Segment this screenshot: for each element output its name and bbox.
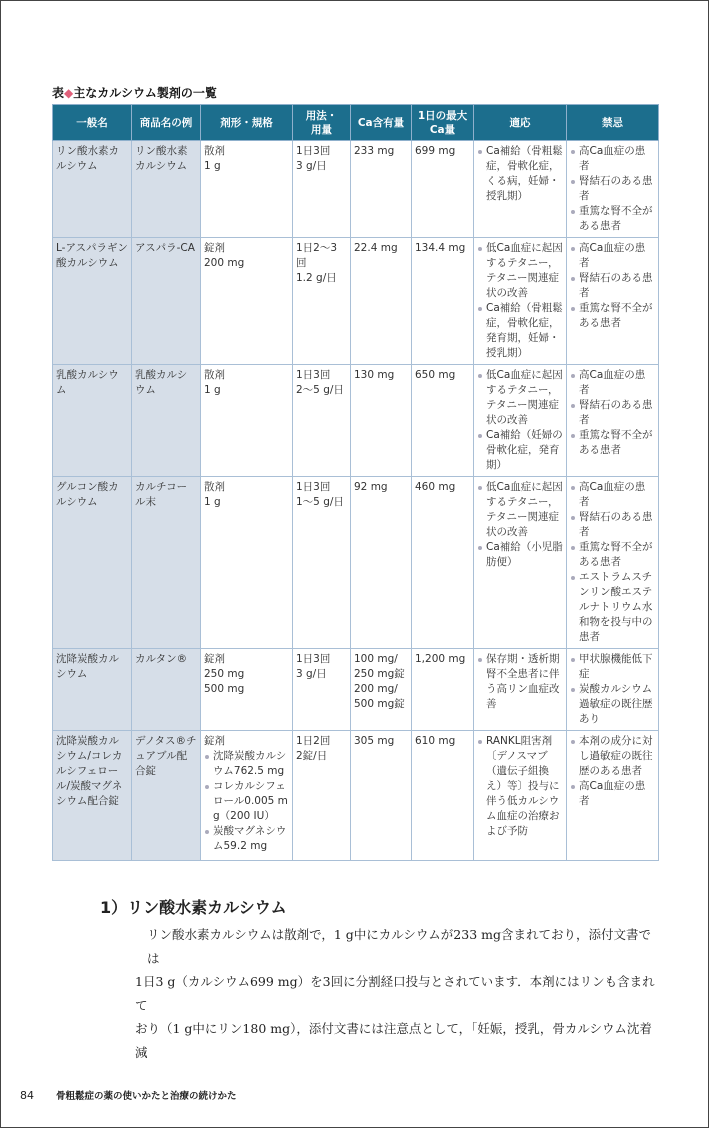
table-row — [53, 141, 659, 238]
table-cell — [201, 731, 293, 861]
bullet-item: Ca補給（骨粗鬆症，骨軟化症，くる病，妊婦・授乳期） — [477, 144, 563, 204]
cell-text: 1日3回 — [296, 653, 331, 665]
bullet-item: 腎結石のある患者 — [570, 271, 655, 301]
column-header: Ca含有量 — [351, 105, 412, 141]
table-row — [53, 365, 659, 477]
table-cell — [412, 238, 474, 365]
cell-text: 1 g — [204, 160, 221, 172]
cell-text: 250 mg — [204, 668, 245, 680]
calcium-table — [52, 104, 659, 861]
cell-text: 500 mg錠 — [354, 698, 405, 710]
bullet-item: Ca補給（妊婦の骨軟化症，発育期） — [477, 428, 563, 473]
cell-text: 1日3回 — [296, 145, 331, 157]
column-header: 用法・ 用量 — [293, 105, 351, 141]
column-header: 適応 — [474, 105, 567, 141]
column-header: 一般名 — [53, 105, 132, 141]
bullet-item: 低Ca血症に起因するテタニー，テタニー関連症状の改善 — [477, 368, 563, 428]
bullet-item: 低Ca血症に起因するテタニー，テタニー関連症状の改善 — [477, 241, 563, 301]
cell-text: 沈降炭酸カルシウム — [56, 653, 119, 680]
page-footer — [20, 1064, 658, 1102]
cell-text: 1 g — [204, 496, 221, 508]
table-cell — [53, 141, 132, 238]
table-header-row — [53, 105, 659, 141]
column-header: 1日の最大 Ca量 — [412, 105, 474, 141]
table-cell — [474, 365, 567, 477]
bullet-item: Ca補給（小児脂肪便） — [477, 540, 563, 570]
table-cell — [53, 649, 132, 731]
cell-text: 130 mg — [354, 369, 395, 381]
bullet-item: 保存期・透析期腎不全患者に伴う高リン血症改善 — [477, 652, 563, 712]
column-header: 商品名の例 — [132, 105, 201, 141]
cell-text: 22.4 mg — [354, 242, 398, 254]
cell-text: 1日3回 — [296, 481, 331, 493]
cell-text: デノタス®チュアブル配合錠 — [135, 735, 197, 777]
cell-text: 沈降炭酸カルシウム/コレカルシフェロール/炭酸マグネシウム配合錠 — [56, 735, 123, 807]
table-cell — [567, 238, 659, 365]
table-cell — [201, 365, 293, 477]
cell-text: L-アスパラギン酸カルシウム — [56, 242, 128, 269]
section-heading: 1）リン酸水素カルシウム — [100, 898, 287, 917]
table-cell — [293, 649, 351, 731]
cell-text: 乳酸カルシウム — [56, 369, 119, 396]
body-line: リン酸水素カルシウムは散剤で，1 g中にカルシウムが233 mg含まれており，添付文書では — [147, 927, 651, 966]
table-cell — [132, 731, 201, 861]
cell-text: 1.2 g/日 — [296, 272, 337, 284]
cell-text: 134.4 mg — [415, 242, 466, 254]
table-cell — [132, 649, 201, 731]
table-cell — [567, 365, 659, 477]
cell-text: 散剤 — [204, 145, 225, 157]
bullet-item: 重篤な腎不全がある患者 — [570, 428, 655, 458]
bullet-item: 高Ca血症の患者 — [570, 241, 655, 271]
cell-text: 650 mg — [415, 369, 456, 381]
table-cell — [567, 141, 659, 238]
cell-text: 2錠/日 — [296, 750, 328, 762]
table-cell — [567, 477, 659, 649]
cell-text: アスパラ-CA — [135, 242, 195, 254]
cell-text: 460 mg — [415, 481, 456, 493]
cell-text: 1 g — [204, 384, 221, 396]
table-row — [53, 477, 659, 649]
cell-text: 500 mg — [204, 683, 245, 695]
table-cell — [474, 141, 567, 238]
cell-text: 100 mg/ — [354, 653, 398, 665]
table-cell — [201, 238, 293, 365]
table-cell — [293, 238, 351, 365]
bullet-item: 重篤な腎不全がある患者 — [570, 204, 655, 234]
bullet-item: 高Ca血症の患者 — [570, 779, 655, 809]
cell-text: 錠剤 — [204, 242, 225, 254]
cell-text: 2〜5 g/日 — [296, 384, 344, 396]
cell-text: 305 mg — [354, 735, 395, 747]
cell-text: 3 g/日 — [296, 160, 327, 172]
bullet-item: 炭酸マグネシウム59.2 mg — [204, 824, 289, 854]
table-cell — [351, 649, 412, 731]
table-cell — [474, 731, 567, 861]
cell-text: 699 mg — [415, 145, 456, 157]
column-header: 禁忌 — [567, 105, 659, 141]
cell-text: 200 mg/ — [354, 683, 398, 695]
body-line: おり（1 g中にリン180 mg），添付文書には注意点として，「妊娠，授乳，骨カルシウム沈着減 — [135, 1021, 652, 1060]
cell-text: 92 mg — [354, 481, 388, 493]
table-cell — [53, 365, 132, 477]
cell-text: 錠剤 — [204, 653, 225, 665]
table-cell — [412, 365, 474, 477]
table-cell — [201, 477, 293, 649]
table-cell — [567, 731, 659, 861]
cell-text: 散剤 — [204, 369, 225, 381]
table-cell — [293, 477, 351, 649]
cell-text: 散剤 — [204, 481, 225, 493]
bullet-item: 低Ca血症に起因するテタニー，テタニー関連症状の改善 — [477, 480, 563, 540]
page-number: 84 — [20, 1089, 34, 1102]
bullet-item: 沈降炭酸カルシウム762.5 mg — [204, 749, 289, 779]
bullet-item: 本剤の成分に対し過敏症の既往歴のある患者 — [570, 734, 655, 779]
table-cell — [201, 649, 293, 731]
bullet-item: コレカルシフェロール0.005 mg（200 IU） — [204, 779, 289, 824]
table-cell — [351, 365, 412, 477]
bullet-item: 腎結石のある患者 — [570, 398, 655, 428]
table-cell — [412, 477, 474, 649]
bullet-item: エストラムスチンリン酸エステルナトリウム水和物を投与中の患者 — [570, 570, 655, 645]
table-row — [53, 649, 659, 731]
cell-text: カルチコール末 — [135, 481, 188, 508]
table-cell — [53, 731, 132, 861]
cell-text: 200 mg — [204, 257, 245, 269]
cell-text: 乳酸カルシウム — [135, 369, 188, 396]
caption-prefix: 表 — [52, 86, 65, 100]
cell-text: リン酸水素カルシウム — [56, 145, 119, 172]
table-row — [53, 238, 659, 365]
body-paragraph — [135, 923, 657, 1064]
bullet-item: 重篤な腎不全がある患者 — [570, 540, 655, 570]
cell-text: 1,200 mg — [415, 653, 466, 665]
table-caption — [52, 84, 658, 102]
table-cell — [201, 141, 293, 238]
table-cell — [132, 365, 201, 477]
table-cell — [293, 731, 351, 861]
running-title: 骨粗鬆症の薬の使いかたと治療の続けかた — [56, 1091, 237, 1102]
cell-text: カルタン® — [135, 653, 188, 665]
table-cell — [351, 477, 412, 649]
cell-text: 233 mg — [354, 145, 395, 157]
table-cell — [351, 141, 412, 238]
cell-text: 1〜5 g/日 — [296, 496, 344, 508]
table-cell — [474, 238, 567, 365]
cell-text: 1日3回 — [296, 369, 331, 381]
table-cell — [293, 141, 351, 238]
bullet-item: 炭酸カルシウム過敏症の既往歴あり — [570, 682, 655, 727]
table-cell — [412, 649, 474, 731]
table-cell — [53, 238, 132, 365]
bullet-item: 高Ca血症の患者 — [570, 480, 655, 510]
table-cell — [567, 649, 659, 731]
table-cell — [351, 731, 412, 861]
bullet-item: 腎結石のある患者 — [570, 510, 655, 540]
table-cell — [132, 141, 201, 238]
cell-text: 1日2回 — [296, 735, 331, 747]
bullet-item: 腎結石のある患者 — [570, 174, 655, 204]
body-line: 1日3 g（カルシウム699 mg）を3回に分割経口投与とされています．本剤にはリンも含まれて — [135, 974, 655, 1013]
cell-text: 250 mg錠 — [354, 668, 405, 680]
bullet-item: RANKL阻害剤〔デノスマブ（遺伝子組換え）等〕投与に伴う低カルシウム血症の治療および予防 — [477, 734, 563, 839]
table-cell — [412, 141, 474, 238]
table-cell — [132, 477, 201, 649]
caption-title: 主なカルシウム製剤の一覧 — [73, 86, 217, 100]
column-header: 剤形・規格 — [201, 105, 293, 141]
table-cell — [351, 238, 412, 365]
bullet-item: 重篤な腎不全がある患者 — [570, 301, 655, 331]
cell-text: 3 g/日 — [296, 668, 327, 680]
table-cell — [53, 477, 132, 649]
cell-text: 1日2〜3回 — [296, 242, 338, 269]
table-cell — [474, 477, 567, 649]
bullet-item: Ca補給（骨粗鬆症，骨軟化症，発育期，妊婦・授乳期） — [477, 301, 563, 361]
table-cell — [132, 238, 201, 365]
cell-text: グルコン酸カルシウム — [56, 481, 119, 508]
table-row — [53, 731, 659, 861]
table-cell — [412, 731, 474, 861]
bullet-item: 甲状腺機能低下症 — [570, 652, 655, 682]
table-cell — [293, 365, 351, 477]
cell-text: リン酸水素カルシウム — [135, 145, 188, 172]
bullet-item: 高Ca血症の患者 — [570, 368, 655, 398]
cell-text: 錠剤 — [204, 735, 225, 747]
cell-text: 610 mg — [415, 735, 456, 747]
table-cell — [474, 649, 567, 731]
bullet-item: 高Ca血症の患者 — [570, 144, 655, 174]
diamond-icon: ◆ — [64, 86, 74, 100]
